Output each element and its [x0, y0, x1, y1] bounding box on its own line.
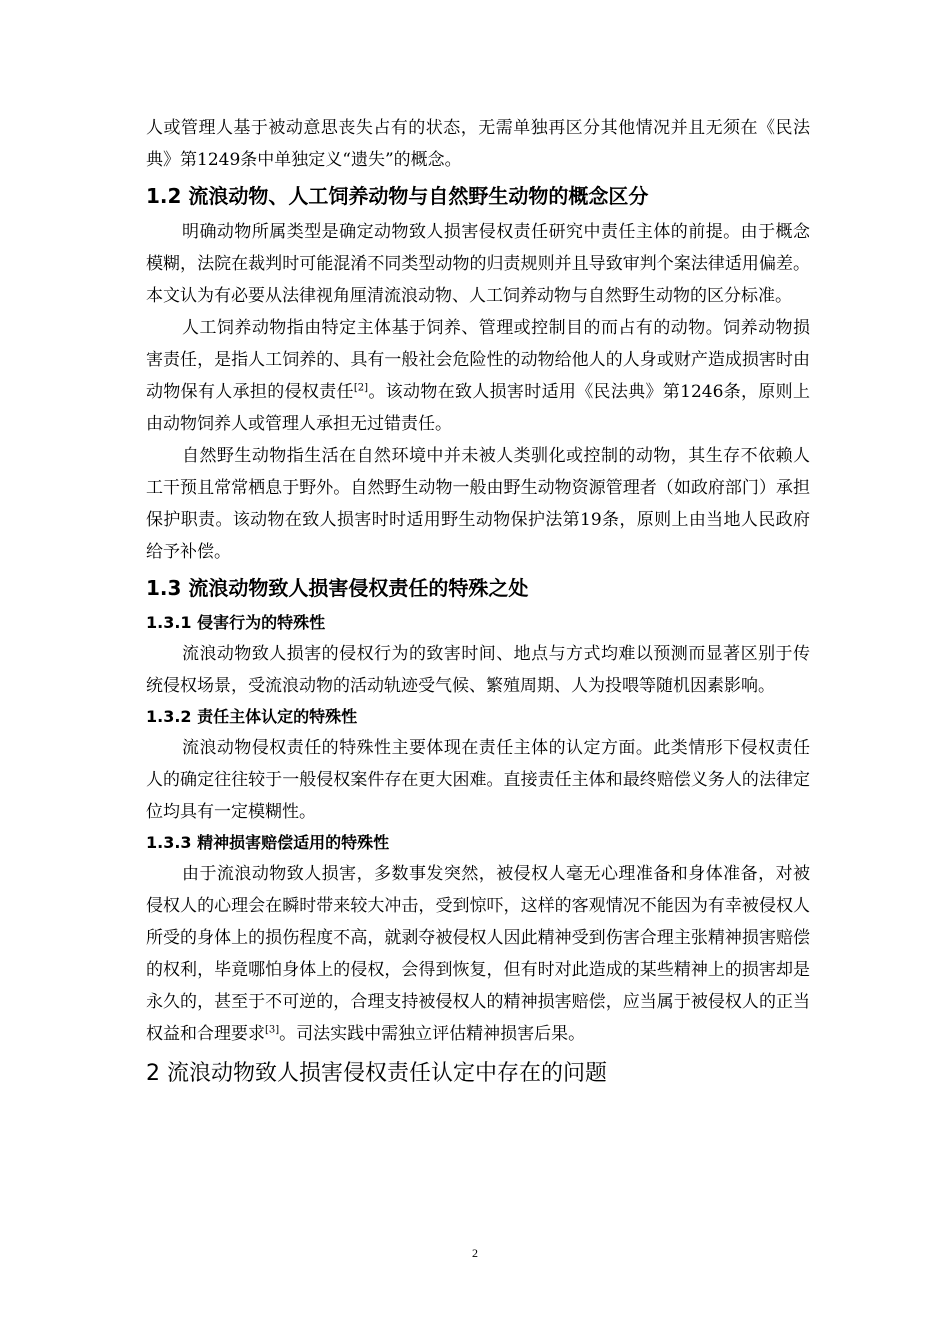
section-1-2-paragraph-1: 明确动物所属类型是确定动物致人损害侵权责任研究中责任主体的前提。由于概念模糊，法院在裁判时可能混淆不同类型动物的归责规则并且导致审判个案法律适用偏差。本文认为有必要从法律视角厘清流浪动物、人工饲养动物与自然野生动物的区分标准。: [146, 222, 810, 306]
section-1-2-paragraph-3: 自然野生动物指生活在自然环境中并未被人类驯化或控制的动物，其生存不依赖人工干预且常常栖息于野外。自然野生动物一般由野生动物资源管理者（如政府部门）承担保护职责。该动物在致人损害时时适用野生动物保护法第19条，原则上由当地人民政府给予补偿。: [146, 446, 810, 562]
section-1-3-2-heading: 1.3.2 责任主体认定的特殊性: [146, 707, 358, 726]
section-1-3-2-paragraph: 流浪动物侵权责任的特殊性主要体现在责任主体的认定方面。此类情形下侵权责任人的确定往往较于一般侵权案件存在更大困难。直接责任主体和最终赔偿义务人的法律定位均具有一定模糊性。: [146, 738, 810, 822]
paragraph-text: 。该动物在致人损害时适用《民法典》第1246条，原则上由动物饲养人或管理人承担无过错责任。: [146, 382, 811, 434]
section-1-2-paragraph-2: [146, 312, 810, 440]
section-1-3-3-heading: 1.3.3 精神损害赔偿适用的特殊性: [146, 833, 390, 852]
section-1-2-heading: 1.2 流浪动物、人工饲养动物与自然野生动物的概念区分: [146, 184, 649, 208]
citation-3: [3]: [265, 1024, 280, 1036]
citation-2: [2]: [353, 382, 369, 394]
section-1-3-1-paragraph: 流浪动物致人损害的侵权行为的致害时间、地点与方式均难以预测而显著区别于传统侵权场景，受流浪动物的活动轨迹受气候、繁殖周期、人为投喂等随机因素影响。: [146, 644, 810, 696]
section-1-3-heading: 1.3 流浪动物致人损害侵权责任的特殊之处: [146, 576, 529, 600]
paragraph-text: 。司法实践中需独立评估精神损害后果。: [279, 1024, 586, 1044]
paragraph-text: 由于流浪动物致人损害，多数事发突然，被侵权人毫无心理准备和身体准备，对被侵权人的心理会在瞬时带来较大冲击，受到惊吓，这样的客观情况不能因为有幸被侵权人所受的身体上的损伤程度不高，就剥夺被侵权人因此精神受到伤害合理主张精神损害赔偿的权利，毕竟哪怕身体上的侵权，会得到恢复，但有时对此造成的某些精神上的损害却是永久的，甚至于不可逆的，合理支持被侵权人的精神损害赔偿，应当属于被侵权人的正当权益和合理要求: [146, 864, 810, 1044]
section-1-3-3-paragraph: [146, 858, 810, 1050]
chapter-2-heading: 2 流浪动物致人损害侵权责任认定中存在的问题: [146, 1061, 607, 1086]
paragraph-text: 人工饲养动物指由特定主体基于饲养、管理或控制目的而占有的动物。饲养动物损害责任，是指人工饲养的、具有一般社会危险性的动物给他人的人身或财产造成损害时由动物保有人承担的侵权责任: [146, 318, 810, 402]
page-number: 2: [472, 1246, 478, 1260]
section-1-3-1-heading: 1.3.1 侵害行为的特殊性: [146, 613, 326, 632]
document-body: [146, 112, 810, 1096]
intro-paragraph: 人或管理人基于被动意思丧失占有的状态，无需单独再区分其他情况并且无须在《民法典》第1249条中单独定义“遗失”的概念。: [146, 118, 810, 170]
